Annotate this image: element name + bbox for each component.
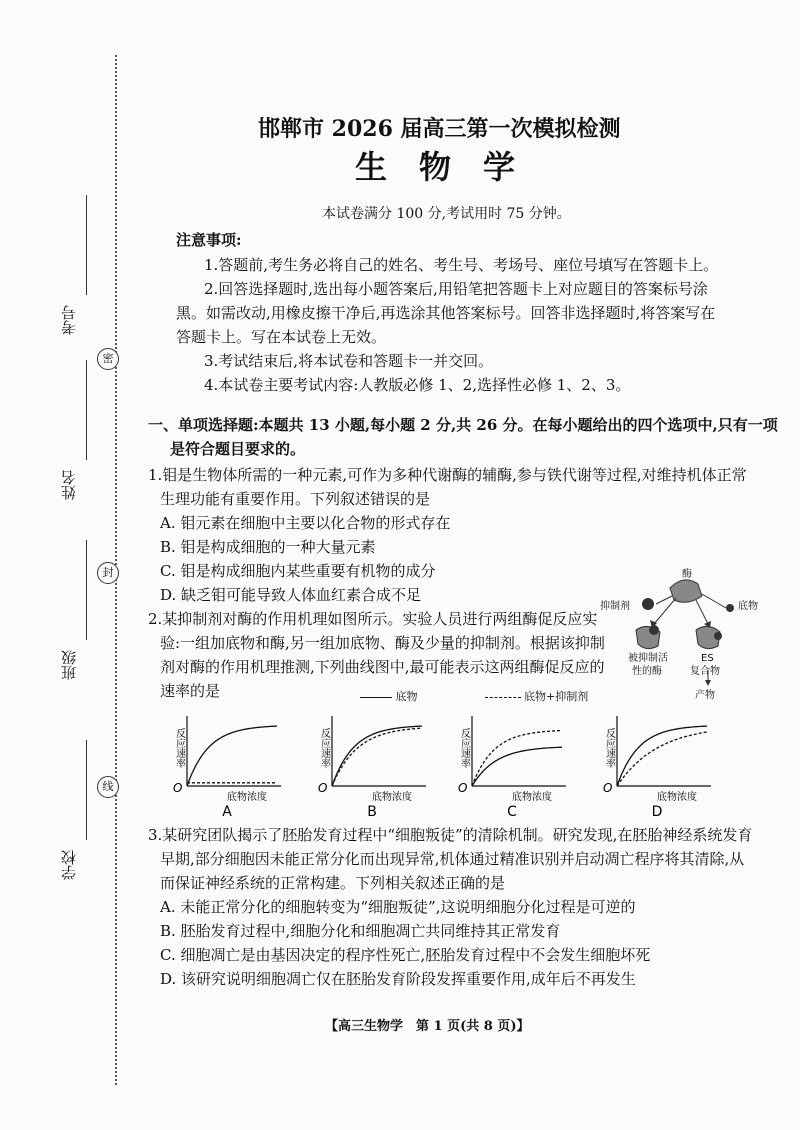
exam-number-fill-line [86,195,87,295]
q2-stem-line4: 速率的是 [160,682,221,700]
origin-label: O [318,781,328,795]
y-axis-label: 反应速率 [173,728,185,768]
note-2c: 答题卡上。写在本试卷上无效。 [176,328,387,346]
subject-title: 生 物 学 [355,148,516,186]
arrow-to-es [696,600,708,624]
origin-label: O [458,781,468,795]
y-axis-label: 反应速率 [603,728,615,768]
x-axis-label: 底物浓度 [657,792,697,803]
label-name: 姓名 [60,470,78,500]
q1-option-c: C. 钼是构成细胞内某些重要有机物的成分 [160,562,436,580]
series-line-substrate [187,726,277,786]
q3-option-b: B. 胚胎发育过程中,细胞分化和细胞凋亡共同维持其正常发育 [160,922,561,940]
q3-option-c: C. 细胞凋亡是由基因决定的程序性死亡,胚胎发育过程中不会发生细胞坏死 [160,946,651,964]
q1-option-a: A. 钼元素在细胞中主要以化合物的形式存在 [160,514,451,532]
legend-solid-label: 底物 [395,690,418,703]
series-line-substrate [617,726,707,786]
note-2a: 2.回答选择题时,选出每小题答案后,用铅笔把答题卡上对应题目的答案标号涂 [204,280,708,298]
x-axis-label: 底物浓度 [512,792,552,803]
legend-dashed-swatch [485,697,521,698]
q2-stem-line3: 剂对酶的作用机理推测,下列曲线图中,最可能表示这两组酶促反应的 [160,658,605,676]
x-axis-label: 底物浓度 [227,792,267,803]
exam-info: 本试卷满分 100 分,考试用时 75 分钟。 [322,206,571,222]
page-footer: 【高三生物学 第 1 页(共 8 页)】 [325,1019,530,1034]
class-fill-line [86,540,87,640]
legend-solid-swatch [360,697,392,698]
notes-heading: 注意事项: [176,231,242,249]
q2-stem-line1: 2.某抑制剂对酶的作用机理如图所示。实验人员进行两组酶促反应实 [148,610,598,628]
chart-option-d [595,710,715,820]
q2-stem-line2: 验:一组加底物和酶,另一组加底物、酶及少量的抑制剂。根据该抑制 [160,634,605,652]
y-axis-label: 反应速率 [458,728,470,768]
label-school: 学校 [60,850,78,880]
diagram-label-inhibited-2: 性的酶 [632,666,662,677]
arrow-to-product-head [705,680,711,686]
inhibitor-mechanism-diagram [598,566,768,706]
inhibitor-shape [642,598,654,610]
section-heading-line2: 是符合题目要求的。 [170,440,306,458]
diagram-label-inhibitor: 抑制剂 [600,601,630,612]
q1-option-d: D. 缺乏钼可能导致人体血红素合成不足 [160,586,422,604]
note-2b: 黑。如需改动,用橡皮擦干净后,再选涂其他答案标号。回答非选择题时,将答案写在 [176,304,716,322]
seal-char-feng: 封 [97,562,119,584]
origin-label: O [173,781,183,795]
arrow-substrate-in [702,594,726,608]
bound-inhibitor-shape [649,625,659,635]
series-line-substrate [472,747,562,786]
arrow-inhibitor-in [656,596,672,604]
option-label-a: A [222,804,232,820]
seal-char-mi: 密 [97,348,119,370]
y-axis-label: 反应速率 [318,728,330,768]
section-heading-line1: 一、单项选择题:本题共 13 小题,每小题 2 分,共 26 分。在每小题给出的四个选项中,只有一项 [148,416,778,434]
q3-stem-line3: 而保证神经系统的正常构建。下列相关叙述正确的是 [160,874,506,892]
school-fill-line [86,740,87,840]
bound-substrate-shape [714,632,722,640]
diagram-label-product: 产物 [695,690,715,701]
series-line-substrate-plus-inhibitor [617,732,707,786]
series-line-substrate-plus-inhibitor [472,731,562,787]
origin-label: O [603,781,613,795]
chart-option-c [450,710,570,820]
diagram-label-es: ES [701,653,714,664]
legend-dashed-label: 底物+抑制剂 [524,690,589,703]
q3-stem-line1: 3.某研究团队揭示了胚胎发育过程中“细胞叛徒”的清除机制。研究发现,在胚胎神经系统发育 [148,826,753,844]
diagram-label-substrate: 底物 [738,601,758,612]
chart-option-a [165,710,285,820]
q3-option-d: D. 该研究说明细胞凋亡仅在胚胎发育阶段发挥重要作用,成年后不再发生 [160,970,636,988]
series-line-substrate [332,726,422,786]
note-4: 4.本试卷主要考试内容:人教版必修 1、2,选择性必修 1、2、3。 [204,376,631,394]
diagram-label-inhibited-1: 被抑制活 [628,653,668,664]
diagram-label-complex: 复合物 [690,666,720,677]
x-axis-label: 底物浓度 [372,792,412,803]
exam-title: 邯郸市 2026 届高三第一次模拟检测 [258,116,621,142]
chart-option-b [310,710,430,820]
seal-char-xian: 线 [97,776,119,798]
note-3: 3.考试结束后,将本试卷和答题卡一并交回。 [204,352,494,370]
diagram-label-enzyme: 酶 [682,569,692,580]
q3-option-a: A. 未能正常分化的细胞转变为“细胞叛徒”,这说明细胞分化过程是可逆的 [160,898,636,916]
q1-option-b: B. 钼是构成细胞的一种大量元素 [160,538,376,556]
name-fill-line [86,360,87,460]
option-label-c: C [507,804,517,820]
label-class: 班级 [60,650,78,680]
q1-stem-line2: 生理功能有重要作用。下列叙述错误的是 [160,490,431,508]
substrate-shape [726,604,734,612]
note-1: 1.答题前,考生务必将自己的姓名、考生号、考场号、座位号填写在答题卡上。 [204,256,719,274]
q3-stem-line2: 早期,部分细胞因未能正常分化而出现异常,机体通过精准识别并启动凋亡程序将其清除,从 [160,850,745,868]
legend [360,688,588,704]
q1-stem-line1: 1.钼是生物体所需的一种元素,可作为多种代谢酶的辅酶,参与铁代谢等过程,对维持机体正常 [148,466,747,484]
option-label-b: B [367,804,377,820]
label-exam-number: 考号 [60,305,78,335]
arrow-to-inhibited [654,598,676,624]
option-label-d: D [651,804,663,820]
